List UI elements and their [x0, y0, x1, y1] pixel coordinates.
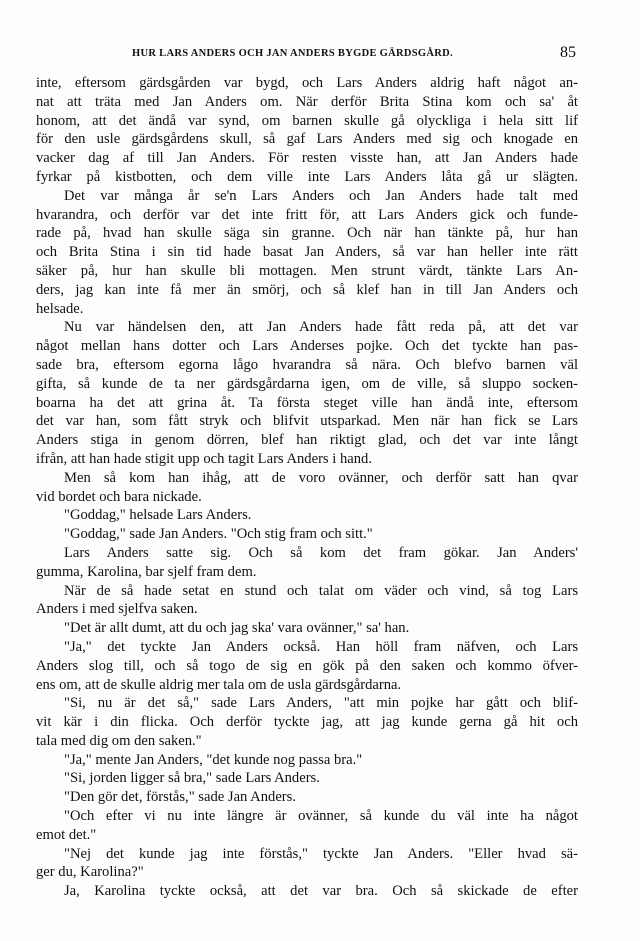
text-line: ger du, Karolina?"	[36, 864, 144, 881]
text-line: hvarandra, och derför var det inte fritt för, att Lars Anders gick och funde-	[36, 206, 578, 223]
text-line: säker på, hur han skulle bli mottagen. Men strunt värdt, tänkte Lars An-	[36, 262, 578, 279]
text-line: helsade.	[36, 300, 84, 317]
page-number: 85	[560, 44, 576, 61]
text-line: Lars Anders satte sig. Och så kom det fram gökar. Jan Anders'	[64, 544, 578, 561]
text-line: boarna ha det att grina åt. Ta första steget ville han ändå inte, eftersom	[36, 394, 578, 411]
text-line: tala med dig om den saken."	[36, 732, 202, 749]
text-line: "Nej det kunde jag inte förstås," tyckte Jan Anders. "Eller hvad sä-	[64, 845, 578, 862]
text-line: Men så kom han ihåg, att de voro ovänner, och derför satt han qvar	[64, 469, 578, 486]
body-text	[36, 74, 578, 901]
page-header	[36, 44, 576, 68]
text-line: "Ja," det tyckte Jan Anders också. Han höll fram näfven, och Lars	[64, 638, 578, 655]
text-line: "Det är allt dumt, att du och jag ska' vara ovänner," sa' han.	[64, 620, 410, 637]
text-line: "Goddag," sade Jan Anders. "Och stig fram och sitt."	[64, 526, 373, 543]
text-line: "Goddag," helsade Lars Anders.	[64, 507, 252, 524]
text-line: "Si, nu är det så," sade Lars Anders, "att min pojke har gått och blif-	[64, 695, 578, 712]
text-line: det var han, som fått stryk och blifvit utsparkad. Men när han fick se Lars	[36, 413, 578, 430]
running-title: HUR LARS ANDERS OCH JAN ANDERS BYGDE GÄRDSGÅRD.	[132, 48, 453, 59]
text-line: rade på, hvad han skulle säga sin granne. Och när han tänkte på, hur han	[36, 225, 578, 242]
text-line: "Si, jorden ligger så bra," sade Lars Anders.	[64, 770, 320, 787]
text-line: Ja, Karolina tyckte också, att det var bra. Och så skickade de efter	[64, 883, 578, 900]
text-line: gumma, Karolina, bar sjelf fram dem.	[36, 563, 257, 580]
text-line: Anders slog till, och så togo de sig en gök på den saken och kommo öfver-	[36, 657, 578, 674]
text-line: nat att träta med Jan Anders om. När derför Brita Stina kom och sa' åt	[36, 93, 578, 110]
text-line: och Brita Stina i sin tid hade basat Jan Anders, så var han heller inte rätt	[36, 244, 578, 261]
text-line: vit kär i din flicka. Och derför tyckte jag, att jag kunde gerna gå hit och	[36, 714, 578, 731]
text-line: ens om, att de skulle aldrig mer tala om de usla gärdsgårdarna.	[36, 676, 402, 693]
text-line: ifrån, att han hade stigit upp och tagit Lars Anders i hand.	[36, 450, 372, 467]
text-line: Det var många år se'n Lars Anders och Jan Anders hade talt med	[64, 187, 578, 204]
text-line: När de så hade setat en stund och talat om väder och vind, så tog Lars	[64, 582, 578, 599]
text-line: gifta, så kunde de ta ner gärdsgårdarna igen, om de ville, så sluppo socken-	[36, 375, 578, 392]
text-line: honom, att det ändå var synd, om barnen skulle gå olyckliga i hela sitt lif	[36, 112, 578, 129]
text-line: vacker dag af till Jan Anders. För resten visste han, att Jan Anders hade	[36, 150, 578, 167]
text-line: fyrkar på kistbotten, och dem ville inte Lars Anders låta gå ur slägten.	[36, 168, 578, 185]
text-line: ders, jag kan inte få mer än smörj, och så klef han in till Jan Anders och	[36, 281, 578, 298]
text-line: något mellan hans dotter och Lars Anderses pojke. Och det tyckte han pas-	[36, 338, 578, 355]
text-line: inte, eftersom gärdsgården var bygd, och Lars Anders aldrig haft något an-	[36, 75, 578, 91]
text-line: "Ja," mente Jan Anders, "det kunde nog passa bra."	[64, 751, 363, 768]
text-line: sade bra, eftersom egorna lågo hvarandra så nära. Och blefvo barnen väl	[36, 356, 578, 373]
text-line: Anders stiga in genom dörren, blef han riktigt glad, och det var inte långt	[36, 432, 578, 449]
text-line: emot det."	[36, 826, 97, 843]
text-line: för den usle gärdsgårdens skull, så gaf Lars Anders med sig och knogade en	[36, 131, 578, 148]
text-line: vid bordet och bara nickade.	[36, 488, 202, 505]
text-line: Anders i med sjelfva saken.	[36, 601, 198, 618]
text-line: "Och efter vi nu inte längre är ovänner, så kunde du väl inte ha något	[64, 808, 578, 825]
text-line: Nu var händelsen den, att Jan Anders hade fått reda på, att det var	[64, 319, 578, 336]
text-line: "Den gör det, förstås," sade Jan Anders.	[64, 789, 296, 806]
